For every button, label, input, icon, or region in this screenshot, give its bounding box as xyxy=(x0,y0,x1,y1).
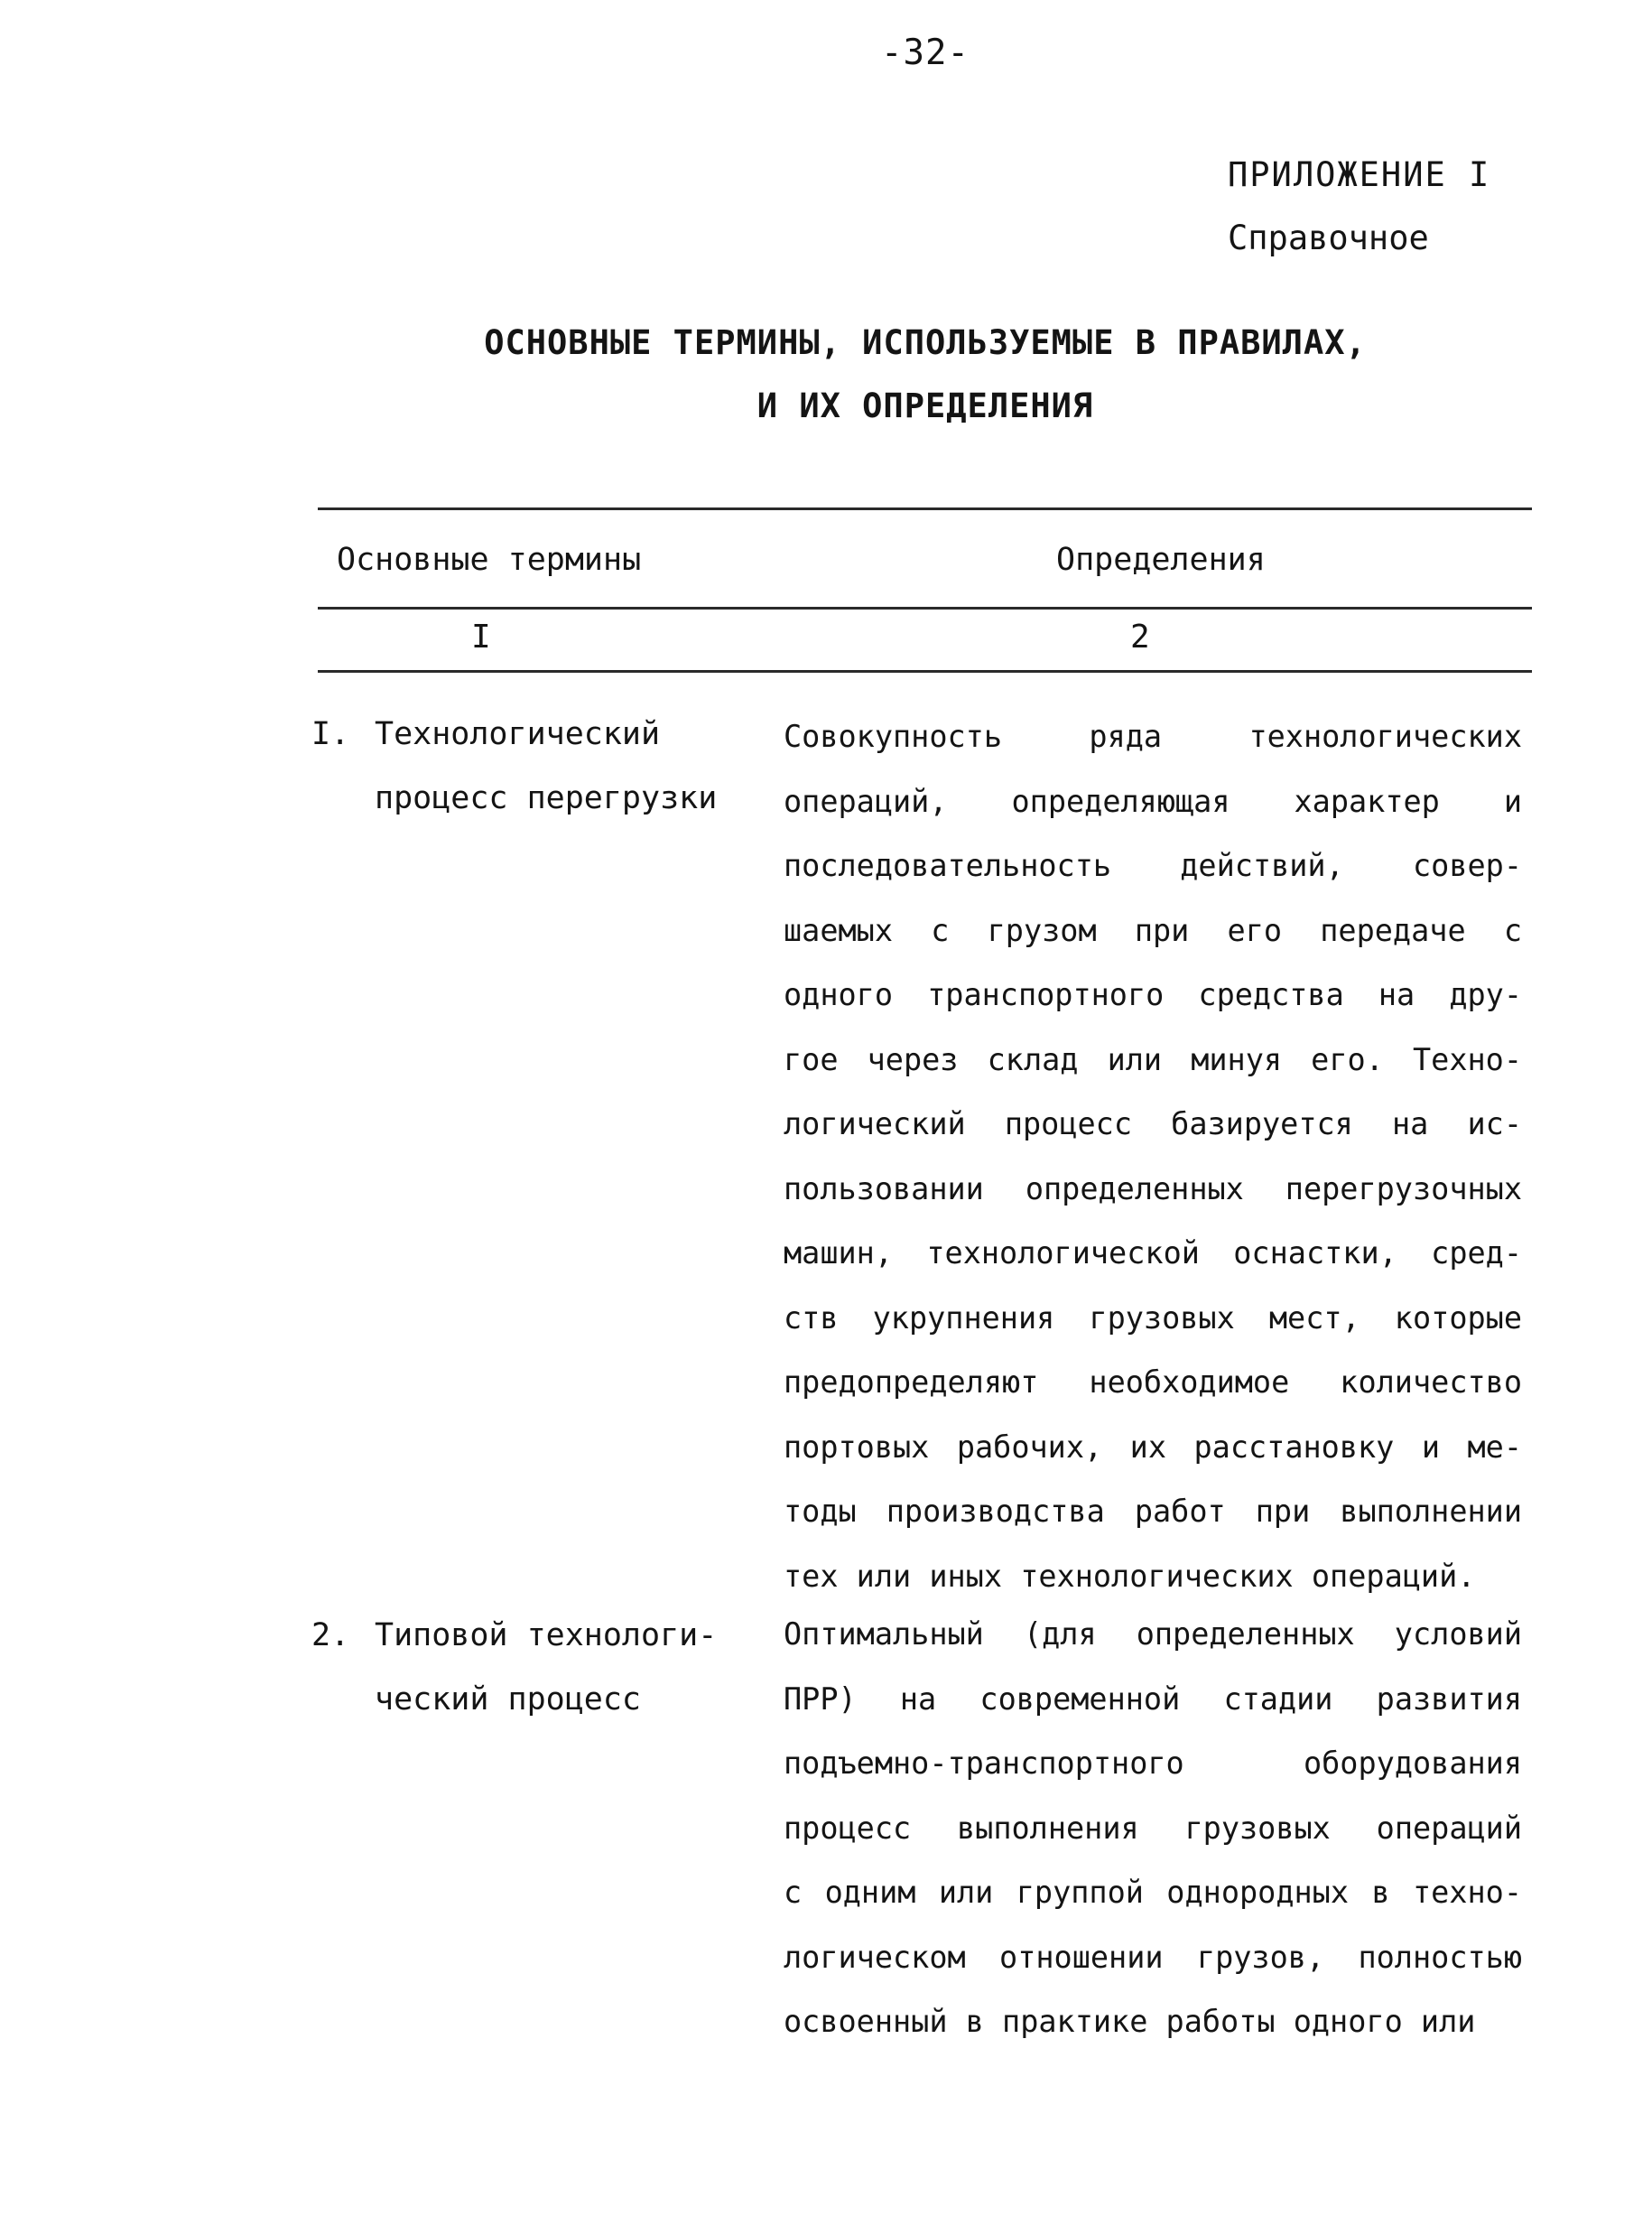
definition-line: Совокупность ряда технологических xyxy=(784,719,1522,754)
definition-line: шаемых с грузом при его передаче с xyxy=(784,912,1522,948)
definition-line: тоды производства работ при выполнении xyxy=(784,1494,1522,1529)
definition-technological-process xyxy=(784,704,1522,1608)
page-number: -32- xyxy=(881,33,970,73)
definition-line: тех или иных технологических операций. xyxy=(784,1558,1476,1594)
definition-line: подъемно-транспортного оборудования xyxy=(784,1746,1522,1781)
definition-line: пользовании определенных перегрузочных xyxy=(784,1170,1522,1206)
definition-line: логический процесс базируется на ис- xyxy=(784,1106,1522,1141)
column-number-2: 2 xyxy=(1130,619,1150,656)
definition-line: последовательность действий, совер- xyxy=(784,848,1522,883)
definition-line: Оптимальный (для определенных условий xyxy=(784,1616,1522,1652)
term-typical-technological-process xyxy=(311,1604,736,1732)
term-text: Типовой технологи- xyxy=(375,1617,718,1653)
definition-line: с одним или группой однородных в техно- xyxy=(784,1875,1522,1910)
definition-line: ств укрупнения грузовых мест, которые xyxy=(784,1299,1522,1336)
document-title xyxy=(316,312,1535,438)
term-number: 2. xyxy=(311,1617,350,1653)
definition-line: освоенный в практике работы одного или xyxy=(784,2004,1476,2039)
column-numbers-rule xyxy=(318,670,1532,673)
title-line-2: И ИХ ОПРЕДЕЛЕНИЯ xyxy=(756,386,1094,425)
definition-line: гое через склад или минуя его. Техно- xyxy=(784,1041,1522,1077)
definition-line: процесс выполнения грузовых операций xyxy=(784,1810,1522,1846)
definition-line: логическом отношении грузов, полностью xyxy=(784,1939,1522,1975)
column-header-terms: Основные термины xyxy=(337,542,642,578)
definition-line: ПРР) на современной стадии развития xyxy=(784,1680,1522,1717)
table-top-rule xyxy=(318,507,1532,510)
appendix-label: ПРИЛОЖЕНИЕ I xyxy=(1228,155,1491,194)
header-bottom-rule xyxy=(318,607,1532,610)
term-text: Технологический xyxy=(375,716,661,752)
term-number: I. xyxy=(311,716,350,752)
term-text: ческий процесс xyxy=(375,1681,642,1718)
definition-line: машин, технологической оснастки, сред- xyxy=(784,1235,1522,1271)
term-technological-process xyxy=(311,703,736,831)
title-line-1: ОСНОВНЫЕ ТЕРМИНЫ, ИСПОЛЬЗУЕМЫЕ В ПРАВИЛАХ, xyxy=(484,323,1367,362)
term-text: процесс перегрузки xyxy=(375,780,718,816)
definition-typical-technological-process xyxy=(784,1602,1522,2054)
column-number-1: I xyxy=(471,619,491,656)
column-header-definitions: Определения xyxy=(1056,542,1266,578)
definition-line: операций, определяющая характер и xyxy=(784,783,1522,819)
appendix-type: Справочное xyxy=(1228,219,1429,257)
definition-line: предопределяют необходимое количество xyxy=(784,1364,1522,1400)
definition-line: одного транспортного средства на дру- xyxy=(784,977,1522,1012)
definition-line: портовых рабочих, их расстановку и ме- xyxy=(784,1429,1522,1465)
